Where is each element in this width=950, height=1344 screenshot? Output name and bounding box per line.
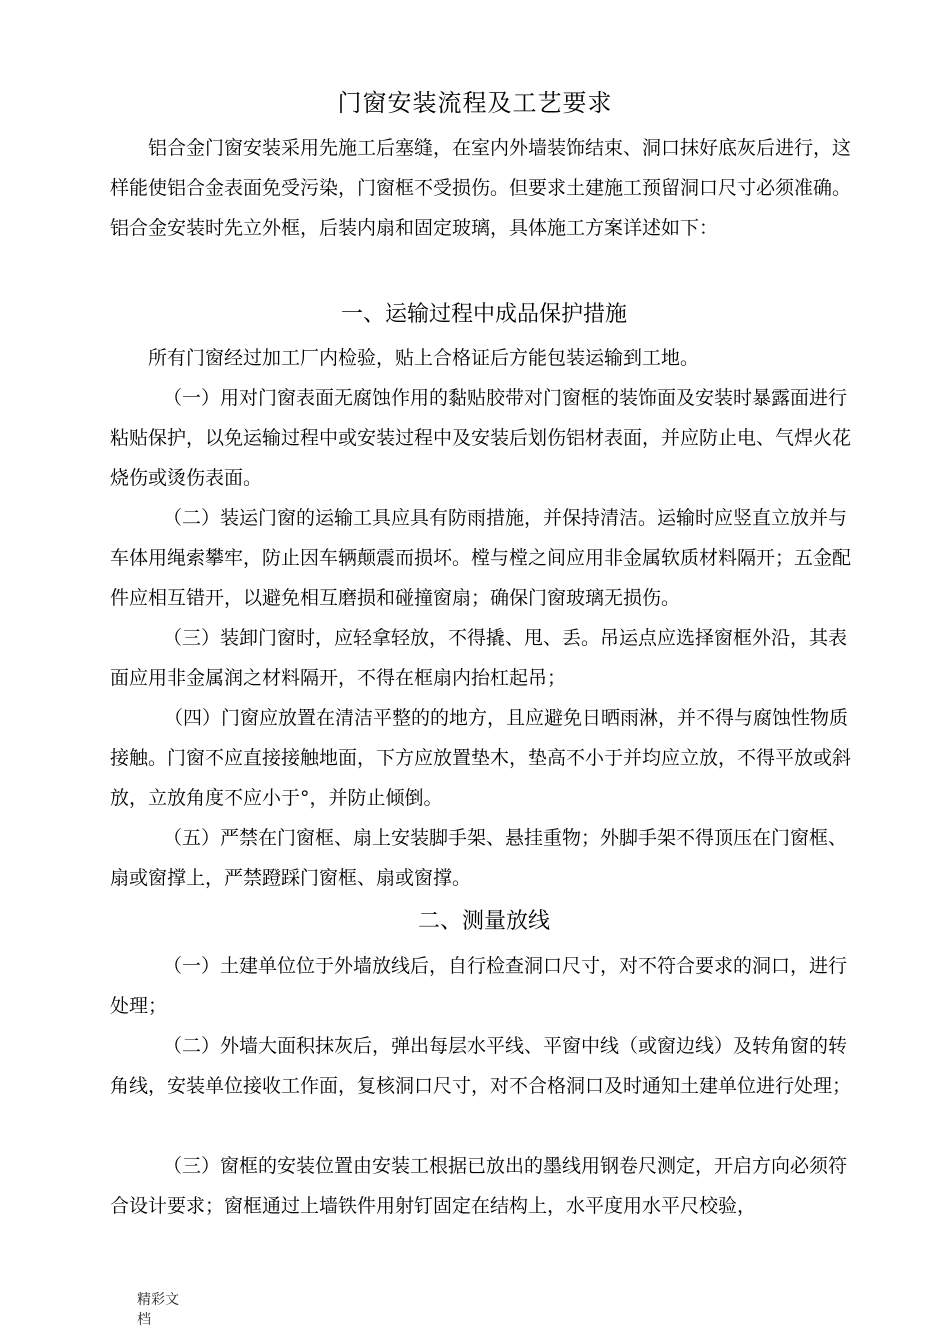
- document-title: 门窗安装流程及工艺要求: [337, 89, 613, 117]
- section-heading-survey: 二、测量放线: [417, 909, 550, 934]
- paragraph-transport-item-3: （三）装卸门窗时，应轻拿轻放，不得撬、甩、丢。吊运点应选择窗框外沿，其表面应用非金属润之材料隔开，不得在框扇内抬杠起吊；: [110, 627, 848, 689]
- paragraph-transport-item-1: （一）用对门窗表面无腐蚀作用的黏贴胶带对门窗框的装饰面及安装时暴露面进行粘贴保护，以免运输过程中或安装过程中及安装后划伤铝材表面，并应防止电、气焊火花烧伤或烫伤表面。: [110, 387, 852, 489]
- paragraph-survey-item-2: （二）外墙大面积抹灰后，弹出每层水平线、平窗中线（或窗边线）及转角窗的转角线，安装单位接收工作面，复核洞口尺寸，对不合格洞口及时通知土建单位进行处理；: [110, 1035, 852, 1097]
- paragraph-transport-intro: 所有门窗经过加工厂内检验，贴上合格证后方能包装运输到工地。: [148, 347, 700, 369]
- section-heading-transport: 一、运输过程中成品保护措施: [340, 302, 627, 327]
- paragraph-survey-item-3: （三）窗框的安装位置由安装工根据已放出的墨线用钢卷尺测定，开启方向必须符合设计要求；窗框通过上墙铁件用射钉固定在结构上，水平度用水平尺校验，: [110, 1155, 848, 1217]
- paragraph-transport-item-5: （五）严禁在门窗框、扇上安装脚手架、悬挂重物；外脚手架不得顶压在门窗框、扇或窗撑上，严禁蹬踩门窗框、扇或窗撑。: [110, 827, 848, 889]
- intro-paragraph: 铝合金门窗安装采用先施工后塞缝，在室内外墙装饰结束、洞口抹好底灰后进行，这样能使铝合金表面免受污染，门窗框不受损伤。但要求土建施工预留洞口尺寸必须准确。铝合金安装时先立外框，后装内扇和固定玻璃，具体施工方案详述如下：: [110, 137, 852, 239]
- paragraph-transport-item-4: （四）门窗应放置在清洁平整的的地方，且应避免日晒雨淋，并不得与腐蚀性物质接触。门窗不应直接接触地面，下方应放置垫木，垫高不小于并均应立放，不得平放或斜放，立放角度不应小于°，并防止倾倒。: [110, 707, 852, 809]
- paragraph-transport-item-2: （二）装运门窗的运输工具应具有防雨措施，并保持清洁。运输时应竖直立放并与车体用绳索攀牢，防止因车辆颠震而损坏。樘与樘之间应用非金属软质材料隔开；五金配件应相互错开，以避免相互磨损和碰撞窗扇；确保门窗玻璃无损伤。: [110, 507, 852, 609]
- paragraph-survey-item-1: （一）土建单位位于外墙放线后，自行检查洞口尺寸，对不符合要求的洞口，进行处理；: [110, 955, 848, 1017]
- page-footer: 精彩文档: [137, 1292, 179, 1328]
